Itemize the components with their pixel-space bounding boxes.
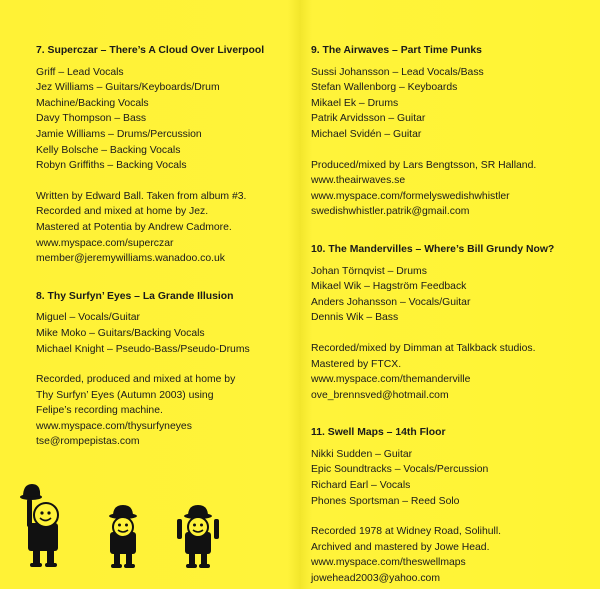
note-line: Recorded and mixed at home by Jez. (36, 206, 209, 218)
credit-line: Michael Knight – Pseudo-Bass/Pseudo-Drums (36, 343, 250, 355)
credit-line: Michael Svidén – Guitar (311, 128, 422, 140)
url-line: www.myspace.com/formelyswedishwhistler (311, 190, 510, 202)
email-line: jowehead2003@yahoo.com (311, 573, 440, 585)
note-line: Mastered at Potentia by Andrew Cadmore. (36, 221, 232, 233)
track-title: 7. Superczar – There’s A Cloud Over Liverpool (36, 45, 265, 56)
bowler-hat-figure-icon (101, 505, 145, 571)
credit-line: Miguel – Vocals/Guitar (36, 312, 140, 324)
credit-line: Mike Moko – Guitars/Backing Vocals (36, 327, 205, 339)
note-line: Recorded/mixed by Dimman at Talkback studios. (311, 342, 536, 354)
track-title: 10. The Mandervilles – Where’s Bill Grundy Now? (311, 243, 555, 255)
credit-line: Dennis Wik – Bass (311, 312, 399, 324)
url-line: www.myspace.com/thysurfyneyes (36, 420, 192, 432)
track-10-block (311, 242, 591, 403)
credit-line: Robyn Griffiths – Backing Vocals (36, 160, 187, 172)
email-line: ove_brennsved@hotmail.com (311, 389, 449, 401)
track-title: 11. Swell Maps – 14th Floor (311, 427, 446, 439)
credit-line: Richard Earl – Vocals (311, 480, 411, 492)
credit-line: Epic Soundtracks – Vocals/Percussion (311, 464, 489, 476)
url-line: www.myspace.com/theswellmaps (311, 557, 466, 569)
email-line: member@jeremywilliams.wanadoo.co.uk (36, 253, 225, 265)
note-line: Archived and mastered by Jowe Head. (311, 541, 490, 553)
track-title: 9. The Airwaves – Part Time Punks (311, 45, 482, 56)
note-line: Thy Surfyn’ Eyes (Autumn 2003) using (36, 389, 214, 401)
credit-line: Johan Törnqvist – Drums (311, 265, 427, 277)
credit-line: Phones Sportsman – Reed Solo (311, 495, 460, 507)
credit-line: Davy Thompson – Bass (36, 113, 147, 125)
url-line: www.myspace.com/themanderville (311, 374, 471, 386)
note-line: Written by Edward Ball. Taken from album #3. (36, 190, 247, 202)
credit-line: Stefan Wallenborg – Keyboards (311, 82, 458, 94)
credit-line: Mikael Wik – Hagström Feedback (311, 281, 467, 293)
credit-line: Machine/Backing Vocals (36, 97, 149, 109)
right-column (311, 43, 591, 587)
url-line: www.myspace.com/superczar (36, 237, 174, 249)
track-9-block (311, 43, 591, 220)
track-8-block (36, 289, 298, 450)
track-11-block (311, 425, 591, 586)
left-column (36, 43, 298, 450)
credit-line: Jez Williams – Guitars/Keyboards/Drum (36, 82, 220, 94)
email-line: swedishwhistler.patrik@gmail.com (311, 206, 470, 218)
credit-line: Griff – Lead Vocals (36, 66, 124, 78)
credit-line: Sussi Johansson – Lead Vocals/Bass (311, 66, 484, 78)
track-title: 8. Thy Surfyn’ Eyes – La Grande Illusion (36, 290, 234, 302)
credit-line: Patrik Arvidsson – Guitar (311, 113, 426, 125)
note-line: Recorded 1978 at Widney Road, Solihull. (311, 526, 502, 538)
email-line: tse@rompepistas.com (36, 436, 140, 448)
note-line: Mastered by FTCX. (311, 358, 402, 370)
url-line: www.theairwaves.se (311, 175, 406, 187)
credit-line: Jamie Williams – Drums/Percussion (36, 128, 202, 140)
bowler-hat-figure-tipping-hat-icon (16, 483, 70, 569)
credit-line: Anders Johansson – Vocals/Guitar (311, 296, 471, 308)
note-line: Produced/mixed by Lars Bengtsson, SR Halland. (311, 159, 537, 171)
track-7-block (36, 43, 298, 267)
bowler-hat-figure-arms-raised-icon (176, 505, 220, 571)
credit-line: Kelly Bolsche – Backing Vocals (36, 144, 181, 156)
credit-line: Mikael Ek – Drums (311, 97, 399, 109)
credit-line: Nikki Sudden – Guitar (311, 448, 413, 460)
note-line: Recorded, produced and mixed at home by (36, 374, 236, 386)
bowler-figures (16, 483, 216, 573)
note-line: Felipe’s recording machine. (36, 405, 163, 417)
